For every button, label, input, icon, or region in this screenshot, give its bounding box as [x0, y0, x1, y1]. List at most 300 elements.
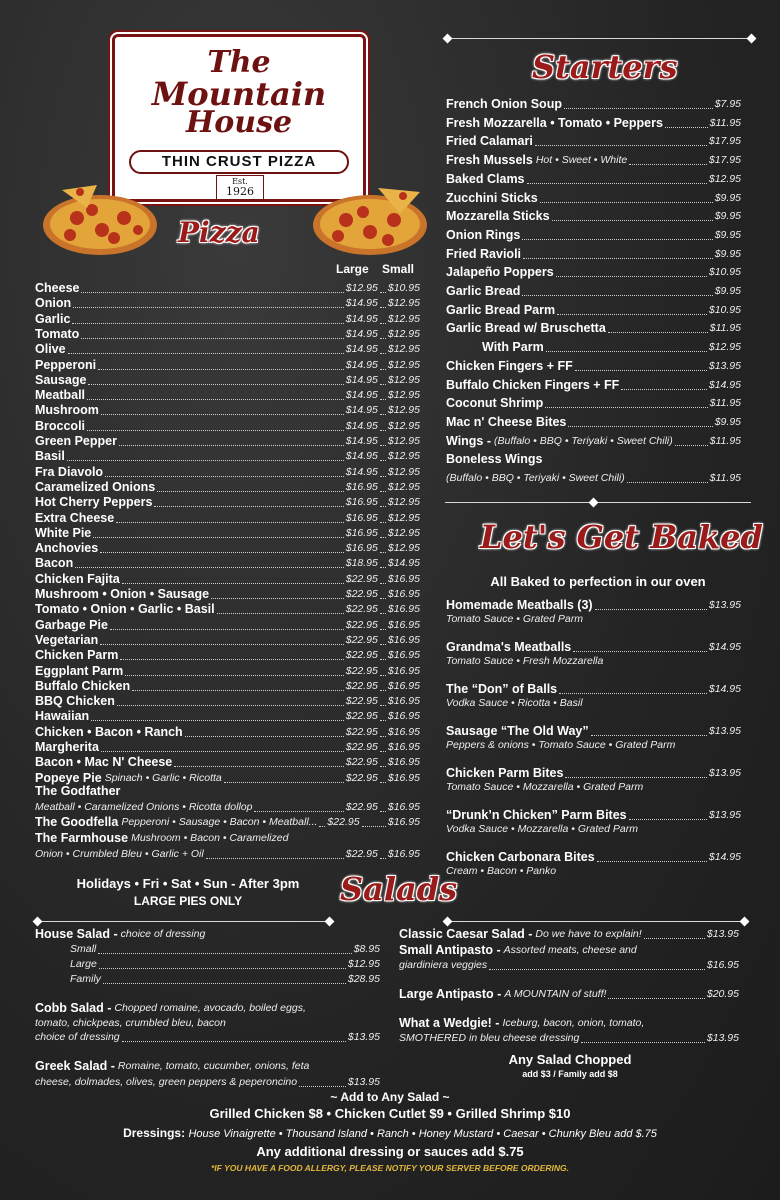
baked-row: [446, 808, 741, 823]
pizza-name: Eggplant Parm: [35, 663, 124, 678]
pizza-name: Popeye Pie: [35, 770, 102, 785]
salad-house-size-label: Small: [70, 943, 97, 955]
logo-line-2: Mountain: [151, 75, 327, 113]
pizza-name: Buffalo Chicken: [35, 678, 131, 693]
pizza-large-price: $14.95: [345, 358, 378, 371]
pizza-name: Anchovies: [35, 541, 99, 556]
baked-desc: Vodka Sauce • Ricotta • Basil: [446, 697, 583, 709]
pizza-large-price: $14.95: [345, 465, 378, 478]
pizza-large-price: $22.95: [345, 588, 378, 600]
starters-title: Starters: [532, 48, 678, 86]
salad-cobb-desc2: tomato, chickpeas, crumbled bleu, bacon: [35, 1017, 226, 1029]
salad-small-antipasto-price-row: [399, 958, 739, 973]
pizza-small-price: $12.95: [387, 511, 420, 524]
starter-price: $12.95: [708, 172, 741, 185]
salad-house-size-label: Large: [70, 958, 97, 970]
salad-cobb-price-row: [35, 1030, 380, 1045]
pizza-large-price: $16.95: [345, 526, 378, 539]
pizza-name: Bacon • Mac N' Cheese: [35, 755, 173, 770]
starter-row: [446, 191, 741, 206]
large-pies-only-note: LARGE PIES ONLY: [133, 894, 243, 908]
pizza-row: [35, 755, 420, 770]
pizza-small-price: $12.95: [387, 496, 420, 509]
salad-wedgie-desc2: SMOTHERED in bleu cheese dressing: [399, 1032, 580, 1044]
salad-large-antipasto-desc: A MOUNTAIN of stuff!: [504, 988, 607, 1000]
pizza-small-price: $16.95: [387, 771, 420, 784]
pizza-large-price: $22.95: [345, 725, 378, 738]
starter-row: [446, 247, 741, 262]
starter-row: [446, 265, 741, 280]
pizza-farmhouse-name: The Farmhouse: [35, 831, 129, 845]
pizza-name: Fra Diavolo: [35, 464, 104, 479]
starter-price: $11.95: [709, 322, 741, 335]
pizza-row: [35, 664, 420, 679]
baked-desc: Tomato Sauce • Mozzarella • Grated Parm: [446, 781, 644, 793]
salad-house-size-price: $8.95: [353, 943, 380, 955]
starter-name: Fresh Mozzarella • Tomato • Peppers: [446, 115, 663, 130]
starter-name: With Parm: [482, 340, 544, 355]
logo-line-3: House: [185, 105, 293, 140]
pizza-name: Green Pepper: [35, 434, 117, 448]
salad-caesar-row: [399, 927, 739, 942]
divider-salads-left: [35, 921, 330, 922]
starter-price: $17.95: [708, 154, 741, 167]
pizza-row: [35, 572, 420, 587]
restaurant-logo: [112, 34, 366, 202]
starter-row: [446, 415, 741, 430]
pizza-farmhouse-desc2: Onion • Crumbled Bleu • Garlic + Oil: [35, 848, 204, 860]
baked-desc: Vodka Sauce • Mozzarella • Grated Parm: [446, 823, 638, 835]
pizza-small-price: $12.95: [387, 435, 420, 447]
pizza-row: [35, 526, 420, 541]
logo-established: [216, 175, 264, 200]
pizza-goodfella-row: [35, 815, 420, 830]
logo-est-label: Est.: [232, 177, 248, 186]
pizza-small-price: $16.95: [387, 725, 420, 738]
pizza-name: Mushroom • Onion • Sausage: [35, 587, 210, 601]
salad-small-antipasto-price: $16.95: [706, 959, 739, 971]
salad-cobb-desc1: Chopped romaine, avocado, boiled eggs,: [114, 1002, 306, 1014]
pizza-small-price: $16.95: [387, 588, 420, 600]
starter-row: [446, 284, 741, 299]
starter-name: Fried Calamari: [446, 134, 533, 149]
pizza-image-right: [308, 180, 428, 258]
salad-greek-price: $13.95: [347, 1076, 380, 1088]
salad-house-size-row: [70, 957, 380, 972]
pizza-col-small: Small: [382, 262, 415, 276]
salad-small-antipasto-row: [399, 943, 739, 958]
starter-row: [446, 116, 741, 131]
pizza-farmhouse-large: $22.95: [345, 848, 378, 860]
salads-title: Salads: [340, 870, 458, 908]
pizza-farmhouse-name-row: [35, 831, 420, 846]
pizza-small-price: $16.95: [387, 756, 420, 769]
divider-diamond: [443, 917, 453, 927]
pizza-goodfella-name: The Goodfella: [35, 815, 119, 829]
baked-desc: Peppers & onions • Tomato Sauce • Grated Parm: [446, 739, 676, 751]
pizza-small-price: $10.95: [387, 282, 420, 294]
pizza-large-price: $18.95: [345, 557, 378, 570]
baked-name: Chicken Parm Bites: [446, 766, 564, 780]
add-to-salad-items: Grilled Chicken $8 • Chicken Cutlet $9 • Grilled Shrimp $10: [209, 1106, 571, 1121]
salad-small-antipasto-desc2: giardiniera veggies: [399, 959, 488, 971]
baked-name: “Drunk’n Chicken” Parm Bites: [446, 808, 627, 822]
pizza-image-left: [42, 180, 162, 258]
baked-row: [446, 598, 741, 613]
pizza-large-price: $14.95: [345, 435, 378, 447]
salad-cobb-desc3: choice of dressing: [35, 1031, 120, 1043]
pizza-name: Hot Cherry Peppers: [35, 495, 153, 510]
pizza-large-price: $12.95: [345, 282, 378, 294]
starter-price: $9.95: [714, 285, 741, 297]
pizza-name: White Pie: [35, 525, 92, 540]
pizza-godfather-large: $22.95: [345, 801, 378, 813]
starter-price: $12.95: [708, 341, 741, 354]
starter-price: $9.95: [714, 210, 741, 223]
pizza-small-price: $16.95: [387, 603, 420, 616]
pizza-godfather-desc: Meatball • Caramelized Onions • Ricotta dollop: [35, 801, 253, 813]
pizza-row: [35, 373, 420, 388]
pizza-name: Garlic: [35, 311, 71, 326]
pizza-row: [35, 480, 420, 495]
starter-price: $11.95: [709, 116, 741, 129]
pizza-name: Onion: [35, 296, 72, 311]
pizza-small-price: $16.95: [387, 649, 420, 662]
pizza-goodfella-desc: Pepperoni • Sausage • Bacon • Meatball...: [121, 816, 318, 828]
starter-name: French Onion Soup: [446, 97, 562, 111]
salad-house-size-label: Family: [70, 973, 101, 985]
starter-desc: Hot • Sweet • White: [535, 154, 628, 167]
pizza-name: Cheese: [35, 281, 80, 295]
pizza-row: [35, 602, 420, 617]
pizza-name: Basil: [35, 449, 65, 464]
logo-line-1: The: [207, 45, 271, 80]
pizza-row: [35, 449, 420, 464]
starter-row: [446, 153, 741, 168]
salad-caesar-price: $13.95: [706, 928, 739, 940]
salad-chopped-note: add $3 / Family add $8: [522, 1069, 618, 1079]
starter-name: Wings -: [446, 433, 492, 448]
baked-price: $14.95: [708, 641, 741, 653]
pizza-small-price: $16.95: [387, 618, 420, 631]
pizza-godfather-small: $16.95: [387, 801, 420, 813]
pizza-goodfella-small: $16.95: [387, 816, 420, 828]
pizza-row: [35, 725, 420, 740]
pizza-farmhouse-desc1: Mushroom • Bacon • Caramelized: [131, 832, 289, 844]
divider-diamond: [747, 34, 757, 44]
pizza-small-price: $12.95: [387, 389, 420, 402]
starter-row: [446, 359, 741, 374]
starters-boneless-name: Boneless Wings: [446, 452, 543, 466]
starter-row: [446, 396, 741, 411]
pizza-large-price: $14.95: [345, 343, 378, 356]
pizza-small-price: $12.95: [387, 312, 420, 325]
pizza-small-price: $16.95: [387, 572, 420, 585]
baked-price: $14.95: [708, 683, 741, 695]
starter-row: [446, 172, 741, 187]
pizza-row: [35, 434, 420, 449]
baked-row: [446, 640, 741, 655]
pizza-row: [35, 633, 420, 648]
starters-boneless-name-row: [446, 452, 741, 467]
pizza-col-large: Large: [336, 262, 369, 276]
pizza-row: [35, 541, 420, 556]
baked-name: Sausage “The Old Way”: [446, 724, 589, 738]
pizza-name: Chicken • Bacon • Ranch: [35, 724, 183, 739]
pizza-small-price: $12.95: [387, 465, 420, 478]
salad-chopped: Any Salad Chopped: [508, 1052, 632, 1067]
pizza-row: [35, 495, 420, 510]
pizza-large-price: $22.95: [345, 633, 378, 646]
pizza-row: [35, 511, 420, 526]
starter-name: Garlic Bread w/ Bruschetta: [446, 321, 606, 336]
pizza-small-price: $12.95: [387, 480, 420, 493]
starters-boneless-row: [446, 471, 741, 486]
pizza-small-price: $12.95: [387, 343, 420, 356]
baked-row: [446, 724, 741, 739]
salad-house-row: [35, 927, 380, 942]
pizza-large-price: $14.95: [345, 419, 378, 432]
pizza-large-price: $22.95: [345, 756, 378, 769]
baked-row: [446, 850, 741, 865]
starter-name: Buffalo Chicken Fingers + FF: [446, 377, 620, 392]
divider-starters-top: [445, 38, 751, 39]
starter-desc: (Buffalo • BBQ • Teriyaki • Sweet Chili): [494, 434, 673, 447]
starter-name: Coconut Shrimp: [446, 396, 544, 411]
pizza-row: [35, 296, 420, 311]
pizza-row: [35, 740, 420, 755]
starter-name: Zucchini Sticks: [446, 190, 538, 205]
pizza-row: [35, 618, 420, 633]
salad-house-name: House Salad -: [35, 927, 118, 941]
pizza-large-price: $14.95: [345, 373, 378, 386]
pizza-name: Mushroom: [35, 403, 99, 418]
dressings-list: House Vinaigrette • Thousand Island • Ranch • Honey Mustard • Caesar • Chunky Bleu add $.75: [188, 1128, 657, 1140]
starter-row: [446, 228, 741, 243]
salad-wedgie-row: [399, 1016, 739, 1031]
pizza-name: Sausage: [35, 372, 87, 387]
baked-price: $13.95: [708, 725, 741, 737]
pizza-large-price: $14.95: [345, 450, 378, 463]
pizza-large-price: $22.95: [345, 695, 378, 708]
starter-price: $14.95: [708, 378, 741, 391]
starter-name: Onion Rings: [446, 227, 521, 242]
pizza-name: Meatball: [35, 388, 86, 403]
starter-price: $9.95: [714, 191, 741, 204]
holidays-note: Holidays • Fri • Sat • Sun - After 3pm: [76, 876, 300, 891]
pizza-large-price: $16.95: [345, 480, 378, 493]
starter-price: $10.95: [708, 266, 741, 279]
baked-price: $14.95: [708, 851, 741, 863]
starter-name: Mozzarella Sticks: [446, 209, 550, 224]
pizza-large-price: $22.95: [345, 603, 378, 616]
pizza-farmhouse-small: $16.95: [387, 848, 420, 860]
starter-price: $13.95: [708, 359, 741, 372]
salad-caesar-name: Classic Caesar Salad -: [399, 927, 533, 941]
additional-dressing-note: Any additional dressing or sauces add $.75: [256, 1144, 524, 1159]
starter-name: Baked Clams: [446, 171, 525, 186]
pizza-name: Tomato • Onion • Garlic • Basil: [35, 602, 215, 617]
pizza-name: Chicken Fajita: [35, 571, 120, 586]
starter-row: [446, 321, 741, 336]
pizza-goodfella-large: $22.95: [327, 816, 360, 828]
salad-caesar-desc: Do we have to explain!: [535, 928, 642, 940]
starter-price: $10.95: [708, 303, 741, 316]
baked-name: Chicken Carbonara Bites: [446, 850, 595, 864]
starter-price: $11.95: [709, 434, 741, 447]
pizza-godfather-name-row: [35, 784, 420, 799]
starter-name: Garlic Bread: [446, 284, 521, 298]
pizza-name: Garbage Pie: [35, 617, 108, 632]
divider-diamond: [325, 917, 335, 927]
baked-desc: Cream • Bacon • Panko: [446, 865, 557, 877]
starter-price: $9.95: [714, 228, 741, 241]
pizza-large-price: $16.95: [345, 542, 378, 555]
starters-boneless-price: $11.95: [709, 472, 741, 484]
baked-price: $13.95: [708, 599, 741, 611]
salad-cobb-row: [35, 1001, 380, 1016]
pizza-row: [35, 403, 420, 418]
pizza-large-price: $22.95: [345, 771, 378, 784]
pizza-row: [35, 281, 420, 296]
salad-house-size-price: $12.95: [347, 958, 380, 970]
starter-row: [446, 378, 741, 393]
starter-name: Garlic Bread Parm: [446, 302, 556, 317]
pizza-small-price: $14.95: [387, 557, 420, 570]
pizza-row: [35, 419, 420, 434]
salad-greek-price-row: [35, 1075, 380, 1090]
baked-price: $13.95: [708, 767, 741, 779]
baked-row: [446, 682, 741, 697]
pizza-large-price: $14.95: [345, 297, 378, 310]
starter-price: $9.95: [714, 247, 741, 260]
pizza-name: Margherita: [35, 740, 99, 754]
pizza-name: Vegetarian: [35, 632, 99, 647]
pizza-name: Broccoli: [35, 418, 86, 433]
salad-large-antipasto-row: [399, 987, 739, 1002]
pizza-large-price: $22.95: [345, 710, 378, 723]
pizza-row: [35, 709, 420, 724]
starter-price: $7.95: [714, 98, 741, 110]
salad-cobb-name: Cobb Salad -: [35, 1001, 112, 1015]
pizza-name: Extra Cheese: [35, 510, 115, 525]
pizza-large-price: $22.95: [345, 664, 378, 677]
starter-row: [446, 434, 741, 449]
pizza-name: Caramelized Onions: [35, 479, 156, 494]
baked-name: The “Don” of Balls: [446, 682, 558, 696]
pizza-row: [35, 556, 420, 571]
pizza-small-price: $12.95: [387, 526, 420, 539]
pizza-small-price: $12.95: [387, 450, 420, 463]
salad-house-size-row: [70, 972, 380, 987]
pizza-small-price: $16.95: [387, 633, 420, 646]
pizza-small-price: $16.95: [387, 679, 420, 692]
pizza-large-price: $22.95: [345, 649, 378, 662]
starter-price: $9.95: [714, 415, 741, 428]
starter-row: [446, 209, 741, 224]
pizza-large-price: $14.95: [345, 312, 378, 325]
divider-diamond: [33, 917, 43, 927]
pizza-small-price: $12.95: [387, 297, 420, 310]
pizza-name: Chicken Parm: [35, 648, 119, 663]
salad-house-size-row: [70, 942, 380, 957]
pizza-row: [35, 587, 420, 602]
starter-name: Mac n' Cheese Bites: [446, 414, 567, 429]
starter-name: Fried Ravioli: [446, 246, 522, 261]
salad-greek-desc2: cheese, dolmades, olives, green peppers & peperoncino: [35, 1076, 298, 1088]
starter-row: [446, 97, 741, 112]
pizza-row: [35, 312, 420, 327]
baked-desc: Tomato Sauce • Grated Parm: [446, 613, 583, 625]
pizza-name: Hawaiian: [35, 709, 90, 724]
salad-small-antipasto-name: Small Antipasto -: [399, 943, 501, 957]
pizza-large-price: $16.95: [345, 496, 378, 509]
pizza-large-price: $22.95: [345, 618, 378, 631]
pizza-row: [35, 342, 420, 357]
salad-large-antipasto-price: $20.95: [706, 988, 739, 1000]
logo-est-year: 1926: [226, 185, 254, 198]
pizza-desc: Spinach • Garlic • Ricotta: [104, 771, 222, 784]
salad-house-desc: choice of dressing: [120, 928, 206, 940]
pizza-row: [35, 694, 420, 709]
salad-small-antipasto-desc1: Assorted meats, cheese and: [503, 944, 637, 956]
pizza-large-price: $22.95: [345, 679, 378, 692]
pizza-row: [35, 358, 420, 373]
dressings-row: [0, 1126, 780, 1140]
baked-name: Grandma's Meatballs: [446, 640, 572, 654]
baked-price: $13.95: [708, 809, 741, 821]
pizza-small-price: $12.95: [387, 404, 420, 417]
pizza-row: [35, 388, 420, 403]
pizza-name: Bacon: [35, 556, 74, 571]
pizza-small-price: $12.95: [387, 327, 420, 340]
baked-row: [446, 766, 741, 781]
pizza-title: Pizza: [178, 216, 260, 249]
allergy-notice: *IF YOU HAVE A FOOD ALLERGY, PLEASE NOTIFY YOUR SERVER BEFORE ORDERING.: [211, 1163, 569, 1173]
baked-desc: Tomato Sauce • Fresh Mozzarella: [446, 655, 604, 667]
baked-title: Let's Get Baked: [480, 518, 763, 556]
starter-price: $17.95: [708, 135, 741, 148]
pizza-row: [35, 679, 420, 694]
pizza-small-price: $16.95: [387, 710, 420, 723]
starters-boneless-desc: (Buffalo • BBQ • Teriyaki • Sweet Chili): [446, 472, 625, 484]
pizza-large-price: $14.95: [345, 389, 378, 402]
starter-row: [446, 134, 741, 149]
pizza-large-price: $22.95: [345, 741, 378, 753]
starter-name: Jalapeño Poppers: [446, 265, 554, 280]
starter-row: [446, 303, 741, 318]
pizza-large-price: $22.95: [345, 572, 378, 585]
logo-tagline: THIN CRUST PIZZA: [129, 150, 349, 174]
pizza-name: Tomato: [35, 326, 80, 341]
divider-diamond: [740, 917, 750, 927]
dressings-label: Dressings:: [123, 1126, 186, 1140]
pizza-godfather-name: The Godfather: [35, 784, 121, 798]
starter-price: $11.95: [709, 397, 741, 410]
salad-cobb-price: $13.95: [347, 1031, 380, 1043]
starter-name: Chicken Fingers + FF: [446, 358, 573, 373]
pizza-small-price: $12.95: [387, 358, 420, 371]
salad-house-size-price: $28.95: [347, 973, 380, 985]
salad-wedgie-name: What a Wedgie! -: [399, 1016, 500, 1030]
pizza-row: [35, 327, 420, 342]
pizza-small-price: $12.95: [387, 419, 420, 432]
salad-wedgie-price: $13.95: [706, 1032, 739, 1044]
divider-diamond: [589, 498, 599, 508]
pizza-large-price: $14.95: [345, 327, 378, 340]
add-to-salad-title: ~ Add to Any Salad ~: [330, 1090, 450, 1104]
divider-salads-right: [445, 921, 745, 922]
